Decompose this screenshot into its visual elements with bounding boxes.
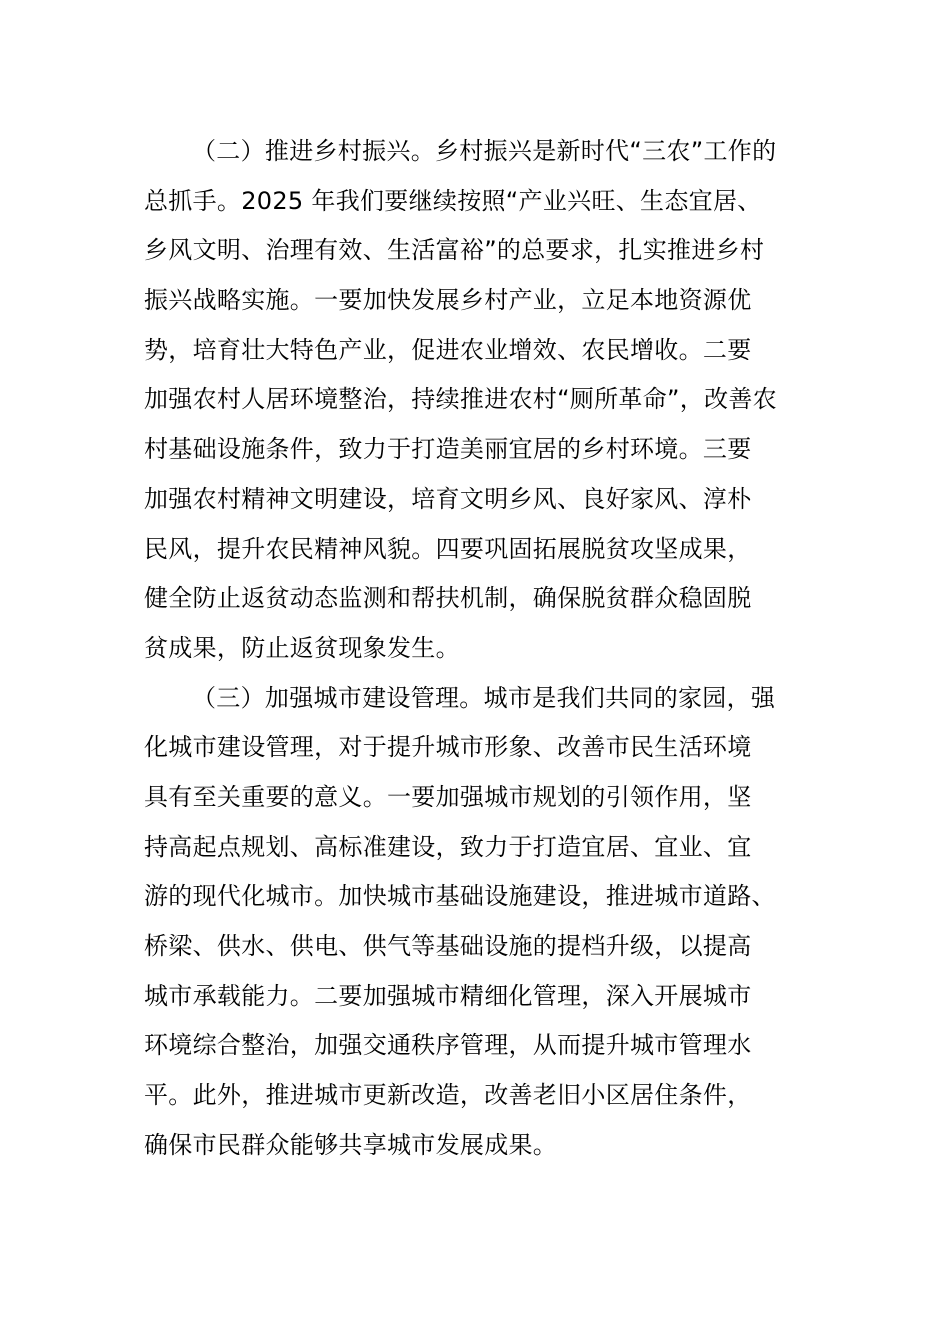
text-line: 游的现代化城市。加快城市基础设施建设，推进城市道路、 [144,882,776,911]
text-line: 平。此外，推进城市更新改造，改善老旧小区居住条件， [144,1081,752,1110]
text-line: 村基础设施条件，致力于打造美丽宜居的乡村环境。三要 [144,435,752,464]
document-body [144,127,804,1170]
text-line: 城市承载能力。二要加强城市精细化管理，深入开展城市 [144,981,752,1010]
text-line: 桥梁、供水、供电、供气等基础设施的提档升级，以提高 [144,932,752,960]
text-line: 总抓手。2025 年我们要继续按照“产业兴旺、生态宜居、 [144,186,762,215]
text-line: 加强农村人居环境整治，持续推进农村“厕所革命”，改善农 [144,385,777,414]
text-line: 具有至关重要的意义。一要加强城市规划的引领作用，坚 [144,782,752,811]
text-line: 势，培育壮大特色产业，促进农业增效、农民增收。二要 [144,335,752,364]
text-line: 贫成果，防止返贫现象发生。 [144,633,460,662]
text-line: （二）推进乡村振兴。乡村振兴是新时代“三农”工作的 [192,137,777,165]
text-line: 确保市民群众能够共享城市发展成果。 [144,1130,558,1159]
paragraph-urban-management [144,674,804,1171]
text-line: 环境综合整治，加强交通秩序管理，从而提升城市管理水 [144,1031,752,1060]
text-line: 持高起点规划、高标准建设，致力于打造宜居、宜业、宜 [144,832,752,861]
text-line: 化城市建设管理，对于提升城市形象、改善市民生活环境 [144,733,752,762]
text-line: 健全防止返贫动态监测和帮扶机制，确保脱贫群众稳固脱 [144,584,752,613]
text-line: 加强农村精神文明建设，培育文明乡风、良好家风、淳朴 [144,484,752,513]
paragraph-rural-revitalization [144,127,804,674]
text-line: 振兴战略实施。一要加快发展乡村产业，立足本地资源优 [144,286,752,315]
text-line: 民风，提升农民精神风貌。四要巩固拓展脱贫攻坚成果， [144,534,752,563]
text-line: （三）加强城市建设管理。城市是我们共同的家园，强 [192,683,776,712]
text-line: 乡风文明、治理有效、生活富裕”的总要求，扎实推进乡村 [144,236,765,265]
